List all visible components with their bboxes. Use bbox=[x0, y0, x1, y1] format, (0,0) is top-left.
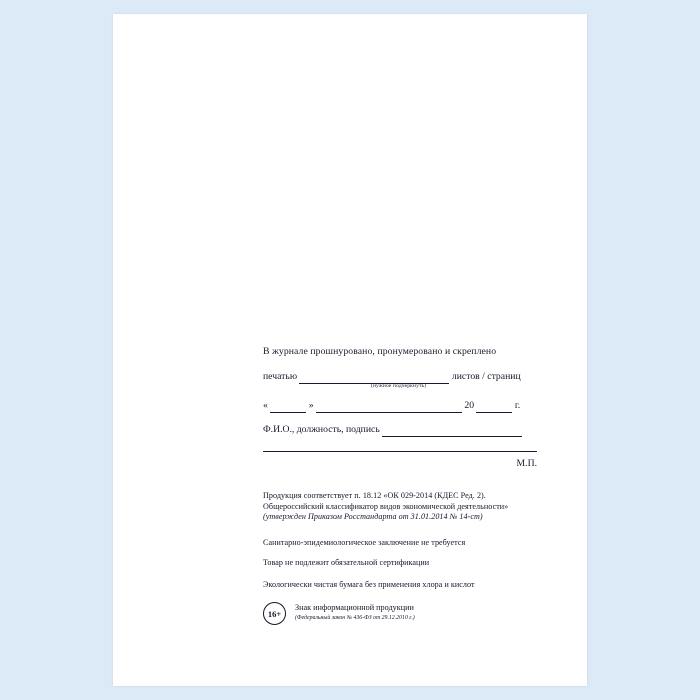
count-label: листов / страниц bbox=[451, 371, 521, 382]
signature-label: Ф.И.О., должность, подпись bbox=[263, 424, 380, 435]
date-year-rule[interactable] bbox=[476, 412, 512, 413]
date-day-rule[interactable] bbox=[270, 412, 306, 413]
certify-title: В журнале прошнуровано, пронумеровано и скреплено bbox=[263, 346, 497, 357]
info-mark bbox=[263, 601, 415, 625]
okved-line-1: Продукция соответствует п. 18.12 «ОК 029-2014 (КДЕС Ред. 2). bbox=[263, 491, 486, 500]
seal-row bbox=[263, 370, 563, 384]
date-month-rule[interactable] bbox=[316, 412, 462, 413]
signature-rule[interactable] bbox=[382, 436, 522, 437]
age-rating-icon: 16+ bbox=[263, 602, 286, 625]
okved-paragraph bbox=[263, 491, 563, 523]
eco-note: Экологически чистая бумага без применения хлора и кислот bbox=[263, 580, 475, 589]
date-suffix: г. bbox=[514, 400, 521, 411]
info-mark-law: (Федеральный закон № 436-ФЗ от 29.12.2010 г.) bbox=[295, 615, 415, 621]
underline-hint: (нужное подчеркнуть) bbox=[371, 383, 427, 389]
seal-label: печатью bbox=[263, 371, 298, 382]
sanitary-note: Санитарно-эпидемиологическое заключение не требуется bbox=[263, 538, 466, 547]
certification-note: Товар не подлежит обязательной сертификации bbox=[263, 558, 430, 567]
signature-second-rule[interactable] bbox=[263, 451, 537, 452]
okved-line-3: (утвержден Приказом Росстандарта от 31.01.2014 № 14-ст) bbox=[263, 512, 483, 522]
info-mark-title: Знак информационной продукции bbox=[295, 603, 414, 612]
date-quote-open: « bbox=[263, 400, 268, 411]
okved-line-2: Общероссийский классификатор видов экономической деятельности» bbox=[263, 501, 509, 511]
date-year: 20 bbox=[464, 400, 475, 411]
date-row bbox=[263, 399, 563, 413]
date-quote-close: » bbox=[308, 400, 314, 411]
seal-place: М.П. bbox=[516, 458, 537, 469]
info-mark-text bbox=[295, 601, 415, 622]
document-page bbox=[113, 14, 587, 686]
signature-row bbox=[263, 423, 563, 437]
